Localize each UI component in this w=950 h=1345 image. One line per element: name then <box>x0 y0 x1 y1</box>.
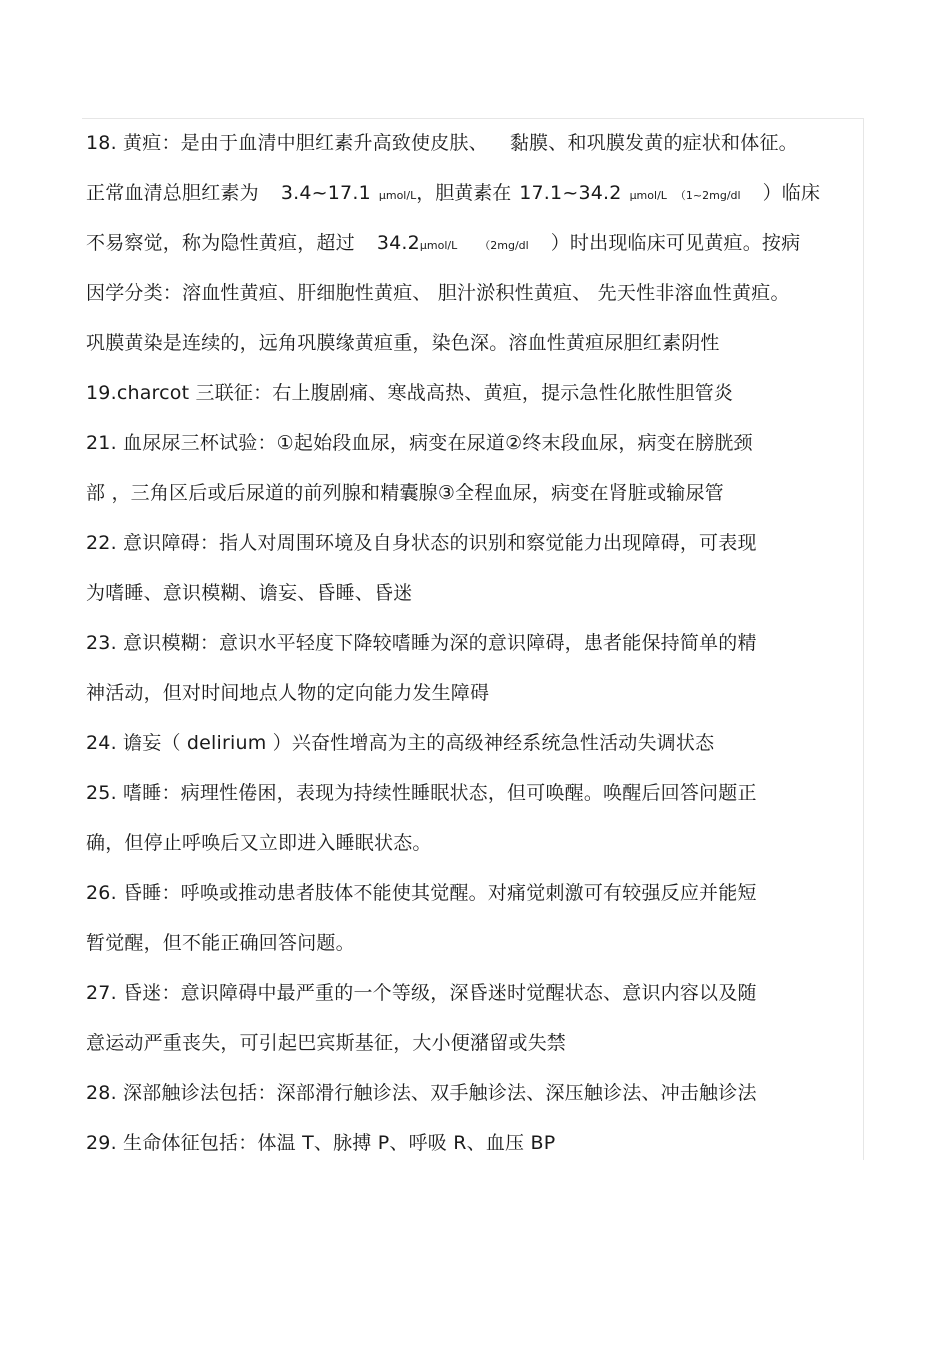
latent-bilirubin-range: 17.1~34.2 <box>519 182 622 204</box>
text-line-13: 24. 谵妄（ delirium ）兴奋性增高为主的高级神经系统急性活动失调状态 <box>86 732 715 754</box>
unit-umol-3: μmol/L <box>419 239 458 252</box>
text-line-4: 因学分类：溶血性黄疸、肝细胞性黄疸、 胆汁淤积性黄疸、 先天性非溶血性黄疸。 <box>86 282 790 304</box>
latent-jaundice-text: 不易察觉，称为隐性黄疸，超过 <box>86 232 355 254</box>
jaundice-definition-end: 黏膜、和巩膜发黄的症状和体征。 <box>509 132 798 154</box>
text-line-8: 部 ，三角区后或后尿道的前列腺和精囊腺③全程血尿，病变在肾脏或输尿管 <box>86 482 724 504</box>
text-line-1 <box>86 118 876 168</box>
text-line-16: 26. 昏睡：呼唤或推动患者肢体不能使其觉醒。对痛觉刺激可有较强反应并能短 <box>86 882 757 904</box>
text-line-21: 29. 生命体征包括：体温 T、脉搏 P、呼吸 R、血压 BP <box>86 1132 556 1154</box>
visible-threshold: 34.2 <box>376 232 420 254</box>
text-line-20: 28. 深部触诊法包括：深部滑行触诊法、双手触诊法、深压触诊法、冲击触诊法 <box>86 1082 757 1104</box>
unit-umol-2: μmol/L <box>629 189 667 202</box>
text-line-7: 21. 血尿尿三杯试验：①起始段血尿，病变在尿道②终末段血尿，病变在膀胱颈 <box>86 432 753 454</box>
text-line-12: 神活动，但对时间地点人物的定向能力发生障碍 <box>86 682 490 704</box>
text-line-5: 巩膜黄染是连续的，远角巩膜缘黄疸重，染色深。溶血性黄疸尿胆红素阴性 <box>86 332 720 354</box>
text-line-9: 22. 意识障碍：指人对周围环境及自身状态的识别和察觉能力出现障碍，可表现 <box>86 532 757 554</box>
unit-umol: μmol/L <box>378 189 417 202</box>
mg-range: （1~2mg/dl <box>674 189 741 202</box>
text-line-10: 为嗜睡、意识模糊、谵妄、昏睡、昏迷 <box>86 582 413 604</box>
text-line-18: 27. 昏迷：意识障碍中最严重的一个等级，深昏迷时觉醒状态、意识内容以及随 <box>86 982 757 1004</box>
text-line-19: 意运动严重丧失，可引起巴宾斯基征，大小便潴留或失禁 <box>86 1032 567 1054</box>
text-line-2 <box>86 168 876 218</box>
text-line-15: 确，但停止呼唤后又立即进入睡眠状态。 <box>86 832 432 854</box>
text-line-11: 23. 意识模糊：意识水平轻度下降较嗜睡为深的意识障碍，患者能保持简单的精 <box>86 632 757 654</box>
document-body <box>86 118 876 1168</box>
text-line-3 <box>86 218 876 268</box>
visible-jaundice-text: ）时出现临床可见黄疸。按病 <box>550 232 801 254</box>
mg-threshold: （2mg/dl <box>479 239 529 252</box>
text-line-6: 19.charcot 三联征：右上腹剧痛、寒战高热、黄疸，提示急性化脓性胆管炎 <box>86 382 734 404</box>
text-line-17: 暂觉醒，但不能正确回答问题。 <box>86 932 355 954</box>
normal-bilirubin-range: 3.4~17.1 <box>280 182 371 204</box>
jaundice-definition-start: 18. 黄疸：是由于血清中胆红素升高致使皮肤、 <box>86 132 488 154</box>
bilirubin-comma: ，胆黄素在 <box>416 182 512 204</box>
normal-bilirubin-label: 正常血清总胆红素为 <box>86 182 259 204</box>
clinical-text: ）临床 <box>762 182 821 204</box>
text-line-14: 25. 嗜睡：病理性倦困，表现为持续性睡眠状态，但可唤醒。唤醒后回答问题正 <box>86 782 757 804</box>
